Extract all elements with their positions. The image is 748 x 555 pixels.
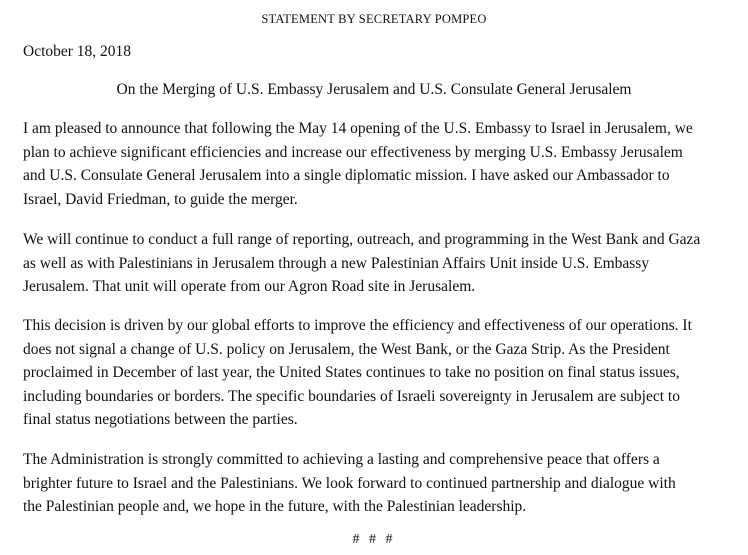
document-header: STATEMENT BY SECRETARY POMPEO: [261, 12, 487, 26]
paragraph-line: Jerusalem. That unit will operate from our Agron Road site in Jerusalem.: [23, 278, 476, 295]
paragraph-line: plan to achieve significant efficiencies and increase our effectiveness by merging U.S. Embassy Jerusalem: [23, 143, 683, 161]
paragraph-line: including boundaries or borders. The specific boundaries of Israeli sovereignty in Jerusalem are subject to: [23, 387, 680, 405]
paragraph-line: I am pleased to announce that following the May 14 opening of the U.S. Embassy to Israel in Jerusalem, we: [23, 120, 693, 137]
paragraph-line: This decision is driven by our global efforts to improve the efficiency and effectiveness of our operations. It: [23, 317, 692, 334]
statement-date: October 18, 2018: [23, 43, 132, 60]
paragraph-line: does not signal a change of U.S. policy on Jerusalem, the West Bank, or the Gaza Strip. As the President: [23, 340, 670, 358]
paragraph-line: The Administration is strongly committed to achieving a lasting and comprehensive peace that offers a: [23, 451, 660, 468]
paragraph-line: final status negotiations between the parties.: [23, 411, 298, 428]
statement-subject: On the Merging of U.S. Embassy Jerusalem and U.S. Consulate General Jerusalem: [116, 81, 632, 98]
paragraph-4: [23, 448, 731, 519]
paragraph-line: and U.S. Consulate General Jerusalem into a single diplomatic mission. I have asked our Ambassador to: [23, 167, 670, 184]
end-mark: # # #: [352, 532, 396, 547]
paragraph-line: Israel, David Friedman, to guide the merger.: [23, 190, 298, 208]
paragraph-3: [23, 314, 731, 432]
paragraph-line: We will continue to conduct a full range of reporting, outreach, and programming in the West Bank and Gaza: [23, 231, 701, 248]
paragraph-line: brighter future to Israel and the Palestinians. We look forward to continued partnership and dialogue with: [23, 474, 676, 492]
paragraph-line: the Palestinian people and, we hope in the future, with the Palestinian leadership.: [23, 498, 527, 515]
paragraph-line: proclaimed in December of last year, the United States continues to take no position on final status issues,: [23, 364, 680, 381]
paragraph-line: as well as with Palestinians in Jerusalem through a new Palestinian Affairs Unit inside U.S. Embassy: [23, 254, 650, 272]
paragraph-2: [23, 228, 731, 299]
paragraph-1: [23, 117, 731, 211]
